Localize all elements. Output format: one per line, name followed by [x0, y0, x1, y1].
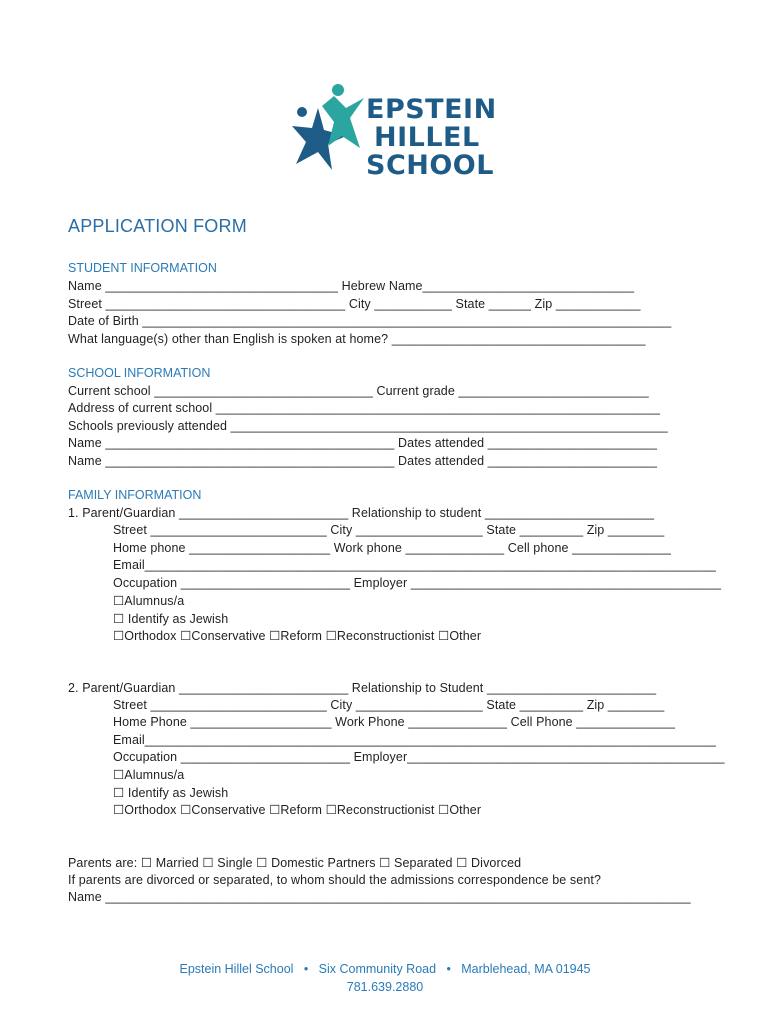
student-address-line[interactable]: Street __________________________________ City ___________ State ______ Zip ____________	[68, 297, 641, 311]
logo-line-3: SCHOOL	[366, 150, 494, 181]
footer-phone: 781.639.2880	[346, 980, 424, 994]
guardian2-occupation-line[interactable]: Occupation ________________________ Employer_____________________________________________	[113, 750, 725, 764]
guardian2-name-line[interactable]: 2. Parent/Guardian ________________________ Relationship to Student ________________________	[68, 681, 657, 695]
footer-address: Epstein Hillel School • Six Community Road • Marblehead, MA 01945	[179, 962, 591, 976]
school-info-heading: SCHOOL INFORMATION	[68, 366, 211, 380]
guardian1-address-line[interactable]: Street _________________________ City __________________ State _________ Zip ________	[113, 523, 665, 537]
family-info-heading: FAMILY INFORMATION	[68, 488, 202, 502]
guardian2-phone-line[interactable]: Home Phone ____________________ Work Phone ______________ Cell Phone ______________	[113, 715, 676, 729]
guardian2-alumnus-checkbox[interactable]: ☐Alumnus/a	[113, 768, 185, 782]
guardian1-occupation-line[interactable]: Occupation ________________________ Employer ____________________________________________	[113, 576, 722, 590]
parents-status-checkboxes[interactable]: Parents are: ☐ Married ☐ Single ☐ Domestic Partners ☐ Separated ☐ Divorced	[68, 856, 522, 870]
current-school-line[interactable]: Current school _______________________________ Current grade ___________________________	[68, 384, 649, 398]
star-figures-icon	[288, 78, 368, 178]
student-language-line[interactable]: What language(s) other than English is spoken at home? ____________________________________	[68, 332, 646, 346]
guardian1-jewish-checkbox[interactable]: ☐ Identify as Jewish	[113, 612, 229, 626]
school-address-line[interactable]: Address of current school _______________________________________________________________	[68, 401, 661, 415]
logo-line-2: HILLEL	[374, 122, 480, 153]
guardian2-denomination-checkboxes[interactable]: ☐Orthodox ☐Conservative ☐Reform ☐Reconstructionist ☐Other	[113, 803, 482, 817]
correspondence-name-line[interactable]: Name ___________________________________________________________________________________	[68, 890, 691, 904]
previous-school-name-line[interactable]: Name _________________________________________ Dates attended ________________________	[68, 436, 658, 450]
guardian1-phone-line[interactable]: Home phone ____________________ Work phone ______________ Cell phone ______________	[113, 541, 671, 555]
guardian1-denomination-checkboxes[interactable]: ☐Orthodox ☐Conservative ☐Reform ☐Reconstructionist ☐Other	[113, 629, 482, 643]
guardian1-alumnus-checkbox[interactable]: ☐Alumnus/a	[113, 594, 185, 608]
correspondence-question: If parents are divorced or separated, to whom should the admissions correspondence be sent?	[68, 873, 602, 887]
guardian2-jewish-checkbox[interactable]: ☐ Identify as Jewish	[113, 786, 229, 800]
guardian1-email-line[interactable]: Email_________________________________________________________________________________	[113, 558, 716, 572]
guardian2-email-line[interactable]: Email_________________________________________________________________________________	[113, 733, 716, 747]
student-dob-line[interactable]: Date of Birth ___________________________________________________________________________	[68, 314, 672, 328]
guardian2-address-line[interactable]: Street _________________________ City __________________ State _________ Zip ________	[113, 698, 665, 712]
page-title: APPLICATION FORM	[68, 216, 247, 236]
logo-line-1: EPSTEIN	[366, 94, 497, 125]
previous-school-name-line[interactable]: Name _________________________________________ Dates attended ________________________	[68, 454, 658, 468]
student-name-line[interactable]: Name _________________________________ Hebrew Name______________________________	[68, 279, 635, 293]
previous-schools-line[interactable]: Schools previously attended ______________________________________________________________	[68, 419, 668, 433]
guardian1-name-line[interactable]: 1. Parent/Guardian ________________________ Relationship to student ________________________	[68, 506, 655, 520]
school-logo	[288, 78, 497, 181]
student-info-heading: STUDENT INFORMATION	[68, 261, 217, 275]
